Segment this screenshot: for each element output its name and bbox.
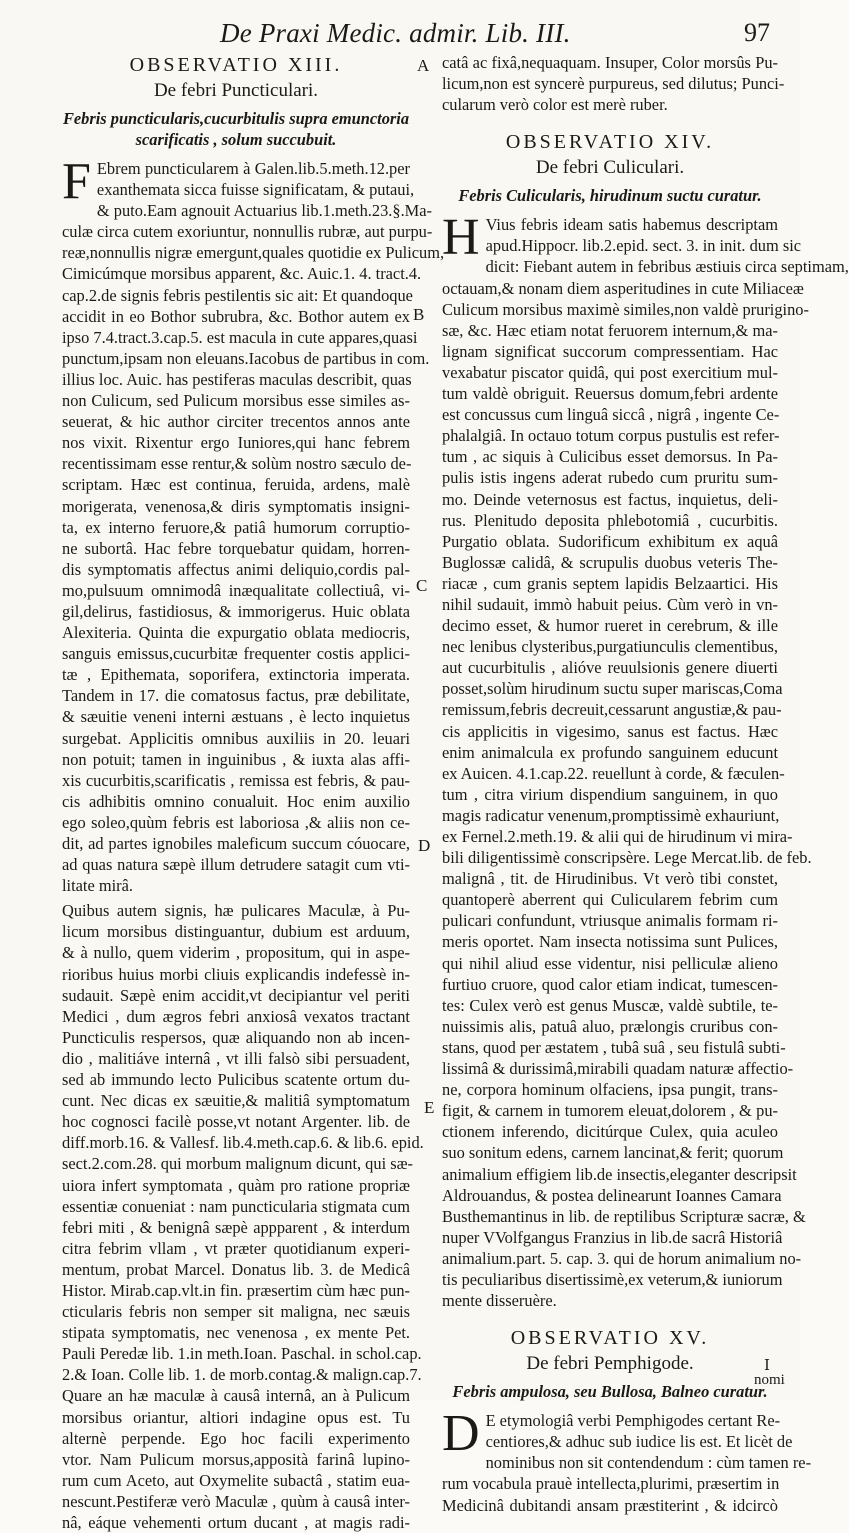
text-line: sect.2.com.28. qui morbum malignum dicunt, qui sæ- [62,1154,413,1174]
text-line: nos vixit. Rixentur ergo Iuniores,qui hanc febrem [62,433,410,453]
text-line: sæ, &c. Hæc etiam notat feruorem internum,& ma- [442,320,778,340]
obs14-subtitle: De febri Culiculari. [535,157,685,179]
text-line: Histor. Mirab.cap.vlt.in fin. præsertim cùm hæc pun- [62,1280,410,1300]
text-line: litate mirâ. [62,876,133,896]
text-line: stans, quod per æstatem , tubâ suâ , seu fistulâ subti- [442,1037,786,1057]
text-line: Busthemantinus in lib. de reptilibus Scripturæ sacræ, & [442,1206,806,1226]
text-line: alternè perpende. Ego hoc facili experimento [62,1428,410,1448]
text-line: Aldrouandus, & postea delinearunt Ioannes Camara [442,1185,782,1205]
text-line: rioribus huius morbi cliuis explicandis indefessè in- [62,964,410,984]
text-line: Alexiteria. Quinta die expurgatio oblata mediocris, [62,623,410,643]
text-line: centiores,& adhuc sub iudice lis est. Et licèt de [485,1432,793,1452]
text-line: catâ ac fixâ,nequaquam. Insuper, Color morsûs Pu- [442,53,778,72]
text-line: Ebrem puncticularem à Galen.lib.5.meth.12.per [96,159,410,178]
obs13-paragraph-2 [62,900,424,1533]
text-line: nihil sudauit, immò habuit peius. Cùm verò in vn- [442,594,778,614]
text-line: ne subortâ. Hac febre torquebatur quidam, horren- [62,538,410,558]
text-line: pulis istis ingens aderat rubedo cum pruritu sum- [442,468,778,488]
text-line: citra febrim vllam , vt præter quotidianum experi- [62,1238,410,1258]
text-line: cis adhibitis omnino conualuit. Hoc enim auxilio [62,791,410,811]
text-line: sed ab immundo lecto Pulicibus scatente ortum du- [62,1070,410,1090]
text-line: est concussus cum linguâ siccâ , nigrâ , ingente Ce- [442,405,780,425]
text-line: apud.Hippocr. lib.2.epid. sect. 3. in init. dum sic [485,236,802,256]
text-line: ego soleo,quùm febris est laboriosa ,& aliis non ce- [62,812,410,832]
text-line: uiora infert symptomata , quàm pro ratione propriæ [62,1175,410,1195]
text-line: suo sonitum edens, carnem lancinat,& ferit; quorum [442,1143,784,1163]
text-line: posset,solùm hirudinum suctu super mariscas,Coma [442,679,783,699]
text-line: ctionem inferendo, dicitúrque Culex, quia aculeo [442,1122,778,1142]
text-line: Puncticulis respersos, quæ aliquando non ab incen- [62,1027,410,1047]
text-line: illius loc. Auic. has pestiferas maculas describit, quas [62,369,412,389]
text-line: ex Auicen. 4.1.cap.22. reuellunt à corde, & fæculen- [442,763,785,783]
obs15-title: OBSERVATIO XV. [510,1327,710,1350]
text-line: licum morsibus distinguantur, dubium est arduum, [62,922,410,942]
signature-mark: I [764,1356,770,1374]
text-line: Quibus autem signis, hæ pulicares Maculæ, à Pu- [62,901,410,921]
text-line: decimo esset, & humor rueret in cerebrum, & ille [442,616,778,636]
right-column [442,52,849,1516]
text-line: diff.morb.16. & Vallesf. lib.4.meth.cap.6. & lib.6. epid. [62,1133,424,1153]
text-line: Culicum morsibus maximè similes,non valdè prurigino- [442,299,809,319]
text-line: cis applicitis in vigesimo, sanus est factus. Hæc [442,721,778,741]
text-line: hoc cognosci facilè posse,vt notant Argenter. lib. de [62,1112,410,1132]
dropcap-h: H [442,209,480,267]
text-line: accidit in eo Bothor subrubra, &c. Bothor autem ex [62,306,410,326]
text-line: mo,pulsuum omnimodâ inæqualitate collectiuâ, vi- [62,580,410,600]
text-line: aut cucurbitulis , alióve reuulsionis genere diuerti [442,658,778,678]
text-line: tum valdè obriguit. Reuersus domum,febri ardente [442,384,778,404]
text-line: lignam significat succorum compressentiam. Hac [442,341,778,361]
text-line: recentissimam esse rentur,& solùm nostro sæculo de- [62,454,412,474]
text-line: figit, & carnem in tumorem eleuat,dolorem , & pu- [442,1101,778,1121]
text-line: non potuit; tamen in inguinibus , & iuxta alas affi- [62,749,410,769]
text-line: Purgatio oblata. Sudorificum exhibitum ex aquâ [442,531,778,551]
text-line: tum , citra virium dispendium sanguinem, in quo [442,784,778,804]
text-line: bili diligentissimè conscripsère. Lege Mercat.lib. de feb. [442,848,812,868]
text-line: nâ, eáque vehementi ortum ducant , at magis radi- [62,1513,410,1532]
text-line: mentum, probat Marcel. Donatus lib. 3. de Medicâ [62,1259,410,1279]
text-line: dis symptomatis affectus animi deliquio,cordis pal- [62,559,410,579]
text-line: remissum,febris decreuit,cessarunt angustiæ,& pau- [442,700,782,720]
text-line: rus. Plenitudo deposita phlebotomiâ , cucurbitis. [442,510,778,530]
text-line: octauam,& nonam diem asperitudines in cute Miliaceæ [442,278,804,298]
text-line: qui nihil aliud esse videntur, nisi pelliculæ alieno [442,953,778,973]
text-line: meris oportet. Nam insecta notissima sunt Pulices, [442,932,778,952]
text-line: seuerat, & hic author circiter trecentos annos ante [62,412,410,432]
text-line: ne, corpora hominum olfaciens, ipsa pungit, trans- [442,1080,778,1100]
text-line: ex Fernel.2.meth.19. & alii qui de hirudinum vi mira- [442,827,793,846]
page-number: 97 [744,18,770,47]
text-line: ipso 7.4.tract.3.cap.5. est macula in cute appares,quasi [62,327,418,347]
text-line: Quare an hæ maculæ à causâ internâ, an à Pulicum [62,1386,410,1406]
obs13-title: OBSERVATIO XIII. [129,54,343,76]
text-line: pulicari confundunt, vtriusque animalis formam ri- [442,911,778,931]
text-line: Vius febris ideam satis habemus descriptam [485,215,778,235]
margin-letter-b: B [413,305,425,324]
dropcap-f: F [62,153,91,210]
text-line: cticularis febris non semper sit maligna, nec sæuis [62,1302,410,1322]
margin-letter-a: A [417,56,430,75]
text-line: Buglossæ calidâ, & scrupulis duobus veteris The- [442,552,778,572]
text-line: dicit: Fiebant autem in febribus æstiuis circa septimam, [485,257,849,277]
text-line: morsibus oriantur, altiori indagine opus est. Tu [62,1407,410,1427]
text-line: mo. Deinde veternosus est factus, inquietus, deli- [442,489,778,509]
text-line: tum , ac siquis à Culicibus esset demorsus. In Pa- [442,447,778,467]
obs15-subtitle: De febri Pemphigode. [526,1353,694,1375]
text-line: scriptam. Hæc est continua, feruida, ardens, malè [62,475,410,495]
text-line: gil,delirus, fastidiosus, & immorigerus. Huic oblata [62,601,410,621]
text-line: ta, ex interno feruore,& patiâ humorum corruptio- [62,517,410,537]
text-line: enim animalcula ex profundo sanguinem educunt [442,742,778,762]
text-line: & sæuitie veneni interni æstuans , è lecto inquietus [62,707,410,727]
text-line: & puto.Eam agnouit Actuarius lib.1.meth.23.§.Ma- [96,201,432,221]
text-line: Tandem in 17. die comatosus factus, præ debilitate, [62,686,410,706]
text-line: 2.& Ioan. Colle lib. 1. de morb.contag.& malign.cap.7. [62,1365,422,1385]
text-line: tæ , Epithemata, soporifera, extinctoria imperata. [62,665,410,685]
text-line: Medici , dum ægros febri anxiosâ vexatos tractant [62,1006,410,1026]
text-line: essentiæ conueniat : nam puncticularia stigmata cum [62,1196,410,1216]
text-line: Pauli Peredæ lib. 1.in meth.Ioan. Paschal. in schol.cap. [62,1344,422,1364]
running-head: De Praxi Medic. admir. Lib. III. [220,18,571,48]
obs13-summary-line-1: Febris puncticularis,cucurbitulis supra emunctoria [62,109,410,128]
dropcap-d: D [442,1405,480,1463]
text-line: vexabatur piscator quidâ, qui post exercitium mul- [442,362,778,382]
obs14-title: OBSERVATIO XIV. [505,131,715,154]
text-line: nuper VVolfgangus Franzius in lib.de sacrâ Historiâ [442,1227,783,1247]
margin-letter-d: D [418,836,431,855]
text-line: nescunt.Pestiferæ verò Maculæ , quùm à causâ inter- [62,1491,410,1511]
text-line: rum vocabula prauè intellecta,plurimi, præsertim in [442,1474,780,1494]
text-line: & à nullo, quem viderim , propositum, qui in aspe- [62,943,410,963]
obs14-summary: Febris Culicularis, hirudinum suctu curatur. [458,186,762,206]
text-line: sudauit. Sæpè enim accidit,vt decipiantur vel periti [62,985,410,1005]
text-line: phalalgiâ. In octauo totum corpus pustulis est refer- [442,426,780,446]
text-line: Medicinâ dubitandi ansam præstiterint , & idcircò [442,1495,778,1515]
text-line: cunt. Nec dicas ex sæuitie,& malitiâ symptomatum [62,1091,410,1111]
text-line: E etymologiâ verbi Pemphigodes certant Re- [485,1411,781,1431]
text-line: ad quas natura sæpè illum detrudere satagit cum vti- [62,855,410,875]
text-line: nominibus non sit contendendum : cùm tamen re- [485,1453,812,1473]
text-line: reæ,nonnullis nigræ emergunt,quales quotidie ex Pulicum, [62,243,445,263]
margin-letter-c: C [416,576,428,595]
text-line: vtor. Nam Pulicum morsus,apposità farinâ lupino- [62,1449,410,1469]
obs13-summary-line-2: scarificatis , solum succubuit. [135,130,337,149]
text-line: magis radicatur venenum,promptissimè exhauriunt, [442,805,780,825]
text-line: febri miti , & benignâ sæpè appparent , & interdum [62,1217,410,1237]
text-line: animalium.part. 5. cap. 3. qui de horum animalium no- [442,1248,802,1268]
text-line: exanthemata sicca fuisse significatam, & putaui, [96,180,415,200]
text-line: dit, ad partes ignobiles maleficum succum cóuocare, [62,834,410,853]
text-line: furtiuo cruore, quod calor etiam indicat, tumescen- [442,974,778,994]
text-line: nec lenibus clysteribus,purgatiunculis clementibus, [442,637,778,657]
text-line: cap.2.de signis febris pestilentis sic ait: Et quandoque [62,285,413,305]
text-line: riacæ , cum granis septem lapidis Belzaartici. His [442,573,778,593]
obs15-summary: Febris ampulosa, seu Bullosa, Balneo curatur. [452,1382,768,1402]
text-line: rum cum Aceto, aut Oxymelite subactâ , statim eua- [62,1470,410,1490]
text-line: cularum verò color est merè ruber. [442,95,668,115]
text-line: punctum,ipsam non eleuans.Iacobus de partibus in com. [62,348,430,368]
obs14-paragraph [442,209,849,1311]
obs13-paragraph-1 [62,153,445,896]
obs15-paragraph [442,1405,812,1515]
text-line: sanguis emissus,cucurbitæ frequenter costis applici- [62,644,410,664]
text-line: morigerata, venenosa,& diris symptomatis insigni- [62,496,410,516]
text-line: mente disseruère. [442,1291,557,1311]
obs13-subtitle: De febri Puncticulari. [153,80,319,101]
text-line: non Culicum, sed Pulicum morsibus esse similes as- [62,391,410,411]
continuation-lines [442,52,785,115]
text-line: nuissimis alis, patuâ aluo, prælongis cruribus con- [442,1016,778,1036]
text-line: tis peculiaribus disertissimè,ex veterum,& iuniorum [442,1269,783,1289]
catchword: nomi [754,1372,785,1388]
text-line: surgebat. Applicitis omnibus auxiliis in 20. leuari [62,728,410,748]
text-line: stipata symptomatis, nec venenosa , ex mente Pet. [62,1323,410,1343]
text-line: xis cucurbitis,scarificatis , remissa est febris, & pau- [62,770,410,790]
left-column [62,52,445,1533]
text-line: culæ circa cutem exoriuntur, nonnullis rubræ, aut purpu- [62,222,433,242]
text-line: malignâ , tit. de Hirudinibus. Vt verò tibi constet, [442,869,778,889]
text-line: dio , malitiáve internâ , vt illi falsò sibi persuadent, [62,1048,410,1068]
text-line: quantoperè aberrent qui Culicularem febrim cum [442,890,778,910]
text-line: animalium effigiem lib.de insectis,eleganter descripsit [442,1164,797,1184]
text-line: tes: Culex verò est genus Muscæ, valdè subtile, te- [442,995,778,1015]
margin-letter-e: E [424,1098,435,1117]
text-line: Cimicúmque morsibus apparent, &c. Auic.1. 4. tract.4. [62,264,422,284]
text-line: lissimâ & durissimâ,mirabili quadam naturæ affectio- [442,1059,794,1079]
text-line: licum,non est syncerè purpureus, sed dilutus; Punci- [442,74,785,94]
